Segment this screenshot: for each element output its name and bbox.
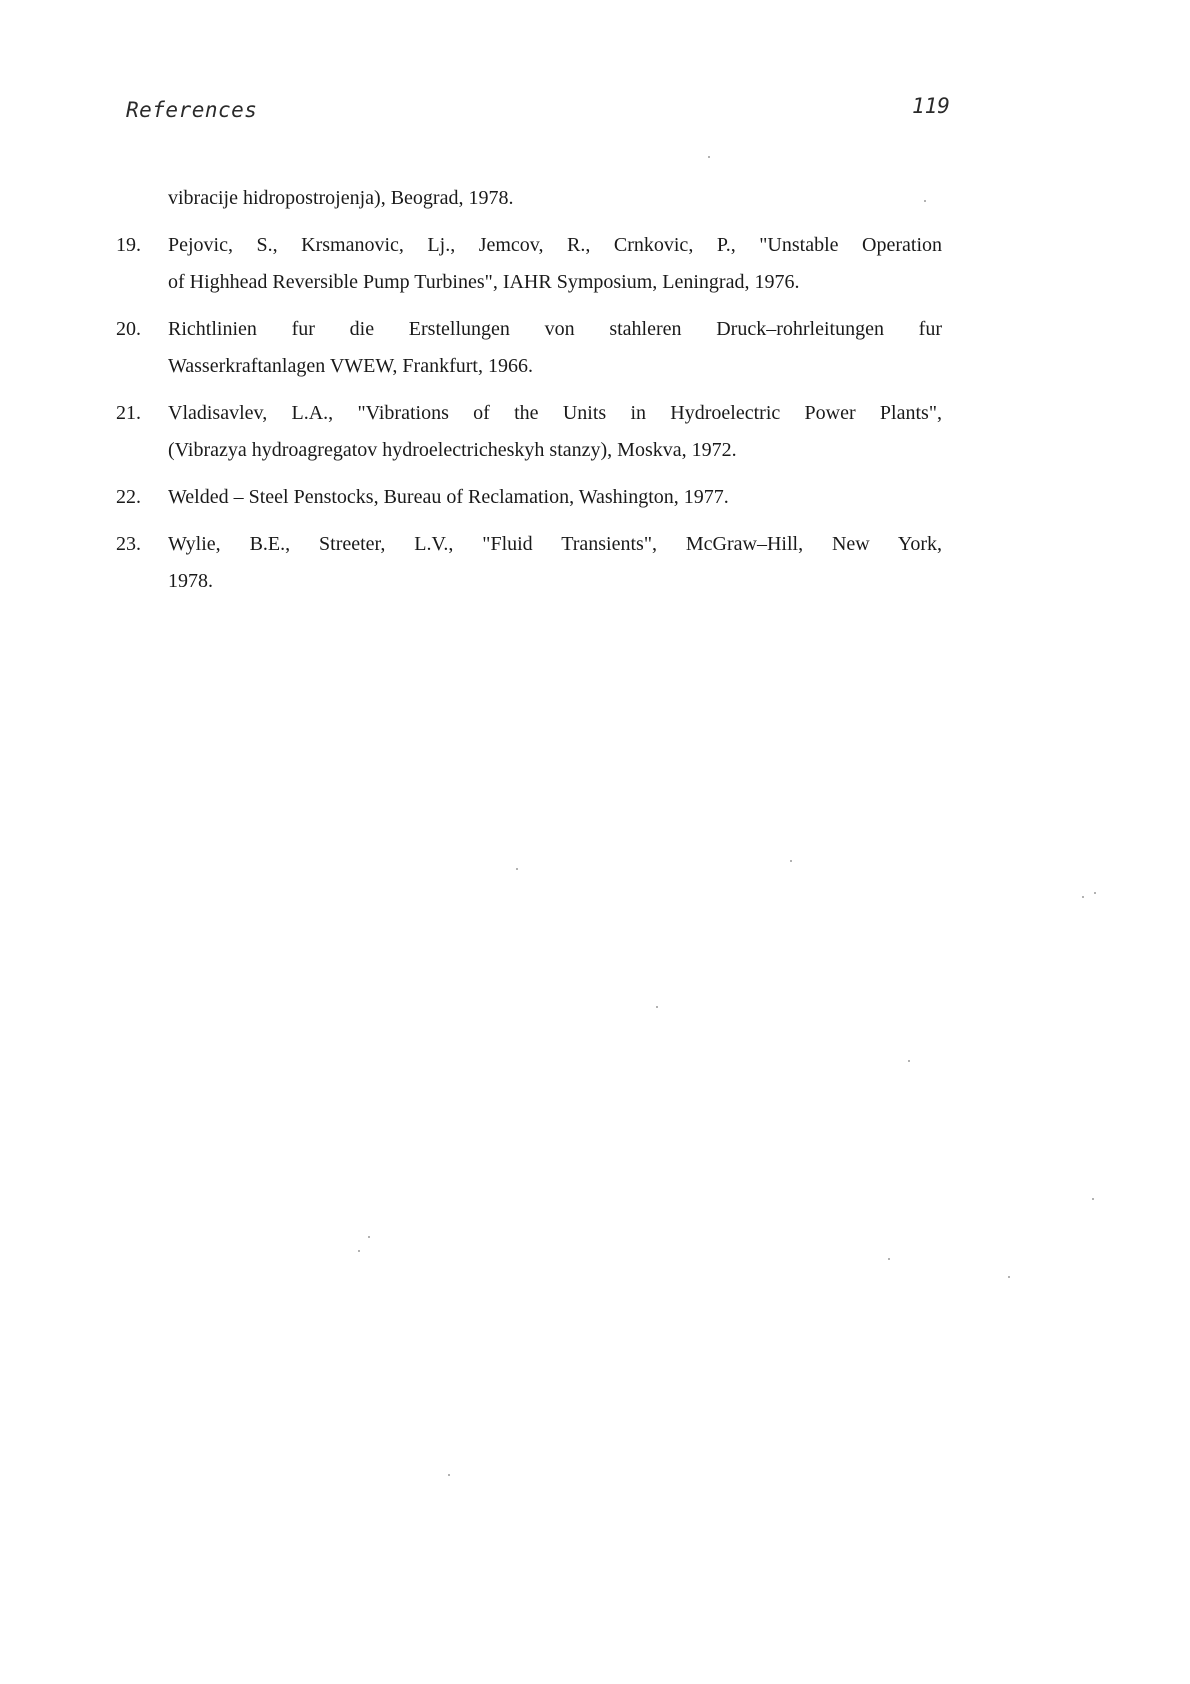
reference-line: (Vibrazya hydroagregatov hydroelectricheskyh stanzy), Moskva, 1972.: [168, 439, 737, 461]
scan-speck: [1008, 1276, 1010, 1278]
scan-speck: [368, 1236, 370, 1238]
reference-number: 20.: [116, 318, 141, 340]
scan-speck: [656, 1006, 658, 1008]
page-number: 119: [912, 94, 950, 118]
reference-line: Richtlinien fur die Erstellungen von stahleren Druck–rohrleitungen fur: [168, 318, 942, 340]
reference-20: [112, 311, 942, 385]
reference-continuation: vibracije hidropostrojenja), Beograd, 1978.: [168, 187, 514, 209]
scan-speck: [908, 1060, 910, 1062]
reference-number: 21.: [116, 402, 141, 424]
reference-number: 19.: [116, 234, 141, 256]
reference-line: Wasserkraftanlagen VWEW, Frankfurt, 1966.: [168, 355, 533, 377]
scan-speck: [1094, 892, 1096, 894]
running-head: References: [126, 98, 258, 122]
scan-speck: [516, 868, 518, 870]
reference-line: Wylie, B.E., Streeter, L.V., "Fluid Transients", McGraw–Hill, New York,: [168, 533, 942, 555]
reference-23: [112, 526, 942, 600]
reference-line: 1978.: [168, 570, 213, 592]
scan-speck: [888, 1258, 890, 1260]
reference-19: [112, 227, 942, 301]
scan-speck: [1092, 1198, 1094, 1200]
scan-speck: [924, 200, 926, 202]
reference-list: [112, 180, 942, 610]
reference-number: 23.: [116, 533, 141, 555]
scan-speck: [1082, 896, 1084, 898]
scan-speck: [448, 1474, 450, 1476]
reference-line: Welded – Steel Penstocks, Bureau of Reclamation, Washington, 1977.: [168, 486, 729, 508]
reference-number: 22.: [116, 486, 141, 508]
reference-22: [112, 479, 942, 516]
reference-line: of Highhead Reversible Pump Turbines", IAHR Symposium, Leningrad, 1976.: [168, 271, 800, 293]
scan-speck: [708, 156, 710, 158]
scan-speck: [790, 860, 792, 862]
scan-speck: [358, 1250, 360, 1252]
reference-line: Vladisavlev, L.A., "Vibrations of the Units in Hydroelectric Power Plants",: [168, 402, 942, 424]
reference-21: [112, 395, 942, 469]
reference-line: Pejovic, S., Krsmanovic, Lj., Jemcov, R., Crnkovic, P., "Unstable Operation: [168, 234, 942, 256]
